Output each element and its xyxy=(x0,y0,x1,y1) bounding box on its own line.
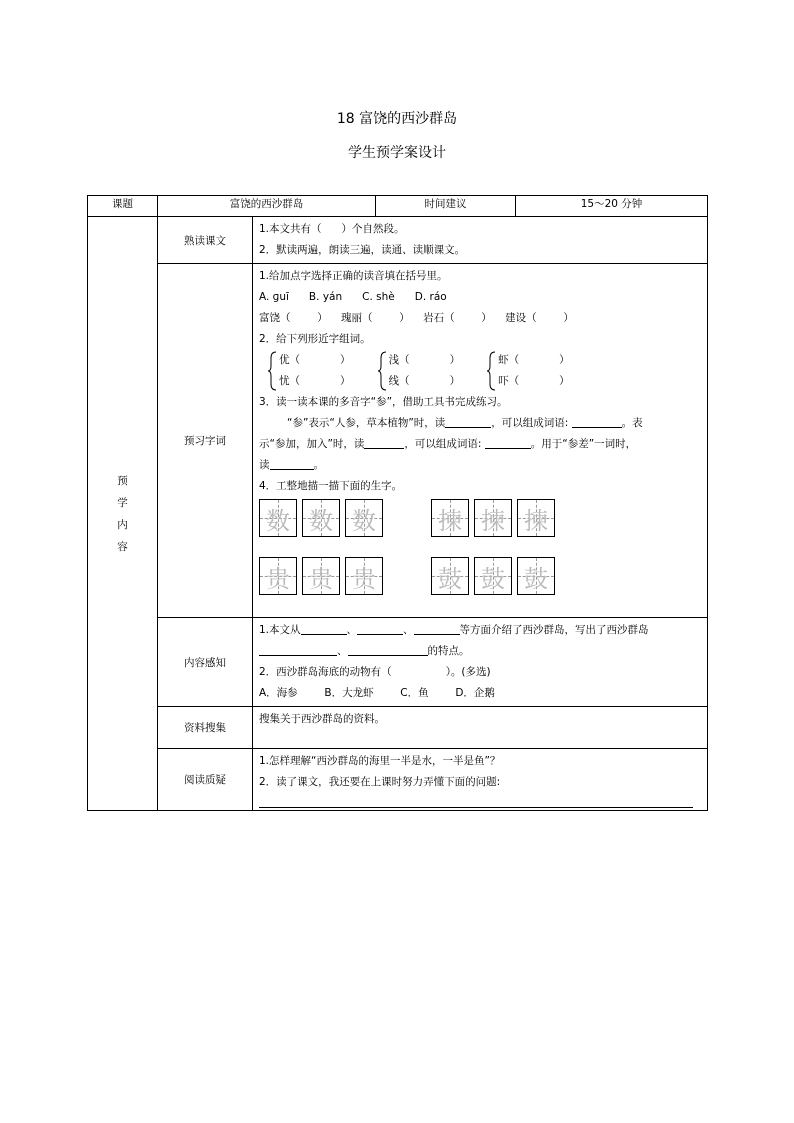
worksheet-table xyxy=(87,195,708,811)
row-content xyxy=(88,618,708,707)
trace-cell[interactable]: 贵 xyxy=(259,557,297,595)
trace-cell[interactable]: 数 xyxy=(259,499,297,537)
trace-cell[interactable]: 数 xyxy=(345,499,383,537)
row-material xyxy=(88,707,708,749)
trace-cell[interactable]: 数 xyxy=(302,499,340,537)
trace-cell[interactable]: 贵 xyxy=(345,557,383,595)
time-value: 15～20 分钟 xyxy=(516,196,708,217)
material-label: 资料搜集 xyxy=(158,707,253,749)
document-subtitle: 学生预学案设计 xyxy=(348,145,446,161)
row-question xyxy=(88,749,708,811)
trace-cell[interactable]: 鼓 xyxy=(474,557,512,595)
words-label: 预习字词 xyxy=(158,264,253,618)
time-label: 时间建议 xyxy=(376,196,516,217)
read-content: 1.本文共有（ ）个自然段。 2．默读两遍，朗读三遍，读通、读顺课文。 xyxy=(253,217,708,264)
material-content: 搜集关于西沙群岛的资料。 xyxy=(253,707,708,749)
answer-line[interactable] xyxy=(259,799,693,808)
side-label: 预 学 内 容 xyxy=(88,217,158,811)
content-content: 1.本文从 、 、 等方面介绍了西沙群岛，写出了西沙群岛 、 的特点。 2．西沙群岛海底的动物有（ ）。(多选) A．海参 B．大龙虾 C．鱼 D．企鹅 xyxy=(253,618,708,707)
question-label: 阅读质疑 xyxy=(158,749,253,811)
trace-cell[interactable]: 揀 xyxy=(474,499,512,537)
words-content: 1.给加点字选择正确的读音填在括号里。 A. ɡuī B. yán C. shè D. ráo 富饶（ ） 瑰丽（ ） 岩石（ ） 建设（ ） 2．给下列形近字组词。 优（ ） 忧（ ） 浅（ ） 线（ ） 虾（ ） 吓（ ） 3．读一读本课的多音字“参”，借助工具书完成练习。 “参”表示“人参，草本植物”时，读 ，可以组成词语: 。表 示“参加，加入”时，读 ，可以组成词语: 。用于“参差”一词时， 读 。 4．工整地描一描下面的生字。 数 数 数 揀 揀 揀 贵 贵 贵 鼓 鼓 鼓 xyxy=(253,264,708,618)
row-words xyxy=(88,264,708,618)
trace-cell[interactable]: 贵 xyxy=(302,557,340,595)
read-label: 熟读课文 xyxy=(158,217,253,264)
document-title: 18 富饶的西沙群岛 xyxy=(336,111,458,127)
topic-label: 课题 xyxy=(88,196,158,217)
row-read xyxy=(88,217,708,264)
trace-cell[interactable]: 揀 xyxy=(517,499,555,537)
trace-cell[interactable]: 揀 xyxy=(431,499,469,537)
trace-cell[interactable]: 鼓 xyxy=(431,557,469,595)
content-label: 内容感知 xyxy=(158,618,253,707)
question-content: 1.怎样理解“西沙群岛的海里一半是水，一半是鱼”？ 2．读了课文，我还要在上课时努力弄懂下面的问题: xyxy=(253,749,708,811)
trace-cell[interactable]: 鼓 xyxy=(517,557,555,595)
topic-value: 富饶的西沙群岛 xyxy=(158,196,376,217)
similar-char-pairs: 优（ ） 忧（ ） 浅（ ） 线（ ） 虾（ ） 吓（ ） xyxy=(267,350,701,392)
tracing-grids xyxy=(259,497,701,615)
header-row xyxy=(88,196,708,217)
